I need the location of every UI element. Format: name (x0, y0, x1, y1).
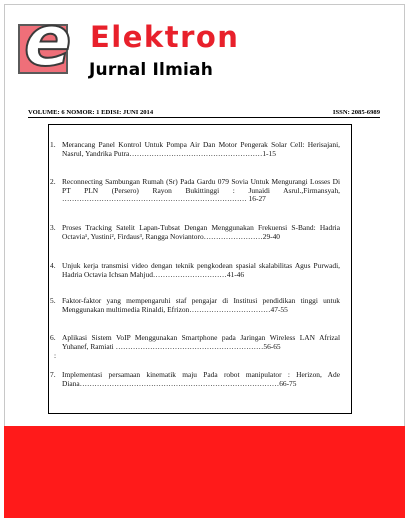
journal-title: Elektron (90, 20, 240, 54)
toc-item-text: Aplikasi Sistem VoIP Menggunakan Smartphone pada Jaringan Wireless LAN Afrizal Yuhanef, Ramiati ……………………………………………………56-65 (62, 333, 340, 351)
logo-letter: e (24, 0, 72, 82)
footer-red-band (4, 426, 405, 518)
toc-item-text: Unjuk kerja transmisi video dengan teknik pengkodean spasial skalabilitas Agus Purwadi, Hadria Octavia Ichsan Mahjud…………………………41-46 (62, 261, 340, 279)
issue-volume-info: VOLUME: 6 NOMOR: 1 EDISI: JUNI 2014 (28, 109, 154, 116)
toc-item-number: 5. (50, 296, 56, 305)
toc-item-number: 7. (50, 370, 56, 379)
stray-colon-mark: : (54, 351, 57, 360)
toc-item-7[interactable] (50, 370, 340, 388)
toc-item-text: Faktor-faktor yang mempengaruhi staf pengajar di Institusi pendidikan tinggi untuk Menggunakan multimedia Rinaldi, Efrizon……………………………47-55 (62, 296, 340, 314)
toc-item-number: 1. (50, 140, 56, 149)
toc-item-number: 4. (50, 261, 56, 270)
toc-item-number: 6. (50, 333, 56, 342)
toc-item-3[interactable] (50, 223, 340, 241)
toc-item-text: Merancang Panel Kontrol Untuk Pompa Air Dan Motor Pengerak Solar Cell: Herisajani, Nasrul, Yandrika Putra………………………………………………1-15 (62, 140, 340, 158)
toc-item-6[interactable] (50, 333, 340, 351)
journal-subtitle: Jurnal Ilmiah (89, 60, 213, 80)
toc-item-2[interactable] (50, 177, 340, 204)
toc-item-number: 2. (50, 177, 56, 186)
header-divider (28, 117, 380, 118)
toc-item-text: Reconnecting Sambungan Rumah (Sr) Pada Gardu 079 Sovia Untuk Mengurangi Losses Di PT PLN (Persero) Rayon Bukittinggi : Junaidi Asrul.,Firmansyah, ………………………………………………………………… 16-27 (62, 177, 340, 204)
toc-item-4[interactable] (50, 261, 340, 279)
toc-item-1[interactable] (50, 140, 340, 158)
toc-item-text: Proses Tracking Satelit Lapan-Tubsat Dengan Menggunakan Frekuensi S-Band: Hadria Octavia¹, Yustini², Firdaus³, Rangga Noviantoro……………………29-40 (62, 223, 340, 241)
issn-info: ISSN: 2085-6989 (332, 109, 380, 116)
toc-item-5[interactable] (50, 296, 340, 314)
toc-item-number: 3. (50, 223, 56, 232)
toc-item-text: Implementasi persamaan kinematik maju Pada robot manipulator : Herizon, Ade Diana………………………………………………………………………66-75 (62, 370, 340, 388)
